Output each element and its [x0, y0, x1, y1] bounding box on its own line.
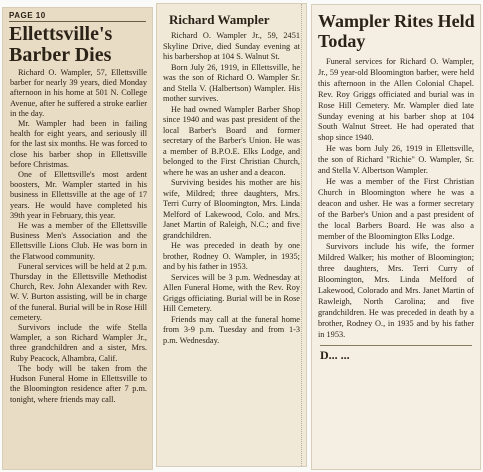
obituary-clipping-2 — [156, 3, 307, 467]
torn-edge — [301, 4, 306, 466]
obituary-clipping-1 — [2, 7, 153, 470]
paragraph: Friends may call at the funeral home from 3-9 p.m. Tuesday and from 1-3 p.m. Wednesday. — [163, 314, 300, 345]
paragraph: Survivors include his wife, the former Mildred Walker; his mother of Bloomington; three daughters, Mrs. Terri Curry of Bloomington, Mrs. Linda Melford of Lakewood, Colorado and Mrs. Janet Martin of Rawleigh, North Carolina; and five grandchildren. He was preceded in death by a brother, Rodney O., in 1935 and by his father in 1953. — [318, 242, 474, 339]
paragraph: Born July 26, 1919, in Ellettsville, he was the son of Richard O. Wampler Sr. and Stella V. (Halbertson) Wampler. His mother survives. — [163, 62, 300, 103]
paragraph: He had owned Wampler Barber Shop since 1940 and was past president of the local Barber's Board and former secretary of the Barber's Union. He was a member of B.P.O.E. Elks Lodge, and belonged to the First Christian Church, where he was an usher and a deacon. — [163, 104, 300, 177]
paragraph: Richard O. Wampler Jr., 59, 2451 Skyline Drive, died Sunday evening at his barbershop at 104 S. Walnut St. — [163, 31, 300, 61]
article-body — [3, 66, 152, 405]
paragraph: Survivors include the wife Stella Wampler, a son Richard Wampler Jr., three grandchildren and a sister, Mrs. Ruby Peacock, Alhambra, Calif. — [10, 323, 147, 363]
paragraph: He was a member of the Ellettsville Business Men's Association and the Ellettsville Lions Club. He was born in the Flatwood community. — [10, 221, 147, 261]
headline: Wampler Rites Held Today — [318, 11, 475, 51]
paragraph: He was a member of the First Christian Church in Bloomington where he was a deacon and usher. He was a former secretary of the Barber's Union and a past president of the local Barbers Board. He was also a member of the Bloomington Elks Lodge. — [318, 176, 474, 241]
page-label: PAGE 10 — [9, 11, 46, 20]
divider — [9, 21, 146, 22]
paragraph: He was preceded in death by one brother, Rodney O. Wampler, in 1935; and by his father in 1953. — [163, 241, 300, 271]
paragraph: He was born July 26, 1919 in Ellettsville, the son of Richard "Richie" O. Wampler, Sr. and Stella V. Albertson Wampler. — [318, 144, 474, 176]
paragraph: Surviving besides his mother are his wife, Mildred; three daughters, Mrs. Terri Curry of Bloomington, Mrs. Linda Melford of Lakewood, Colo. and Mrs. Janet Martin of Raleigh, N.C.; and five grandchildren. — [163, 178, 300, 240]
paragraph: Funeral services for Richard O. Wampler, Jr., 59 year-old Bloomington barber, were held this afternoon in the Allen Colonial Chapel. Rev. Roy Griggs officiated and burial was in Rose Hill Cemetery. Mr. Wampler died late Sunday evening at his barber shop at 104 South Walnut Street. He had operated that shop since 1940. — [318, 57, 474, 143]
article-body — [312, 57, 480, 341]
paragraph: Richard O. Wampler, 57, Ellettsville barber for nearly 39 years, died Monday afternoon in his home at 501 N. College Avenue, after he suffered a stroke earlier in the day. — [10, 68, 147, 118]
headline: Richard Wampler — [169, 12, 270, 27]
paragraph: One of Ellettsville's most ardent boosters, Mr. Wampler started in his business in Ellettsville at the age of 17 years. He would have completed his 39th year in February, this year. — [10, 170, 147, 220]
obituary-clipping-3 — [311, 4, 481, 470]
headline: Ellettsville's Barber Dies — [9, 23, 113, 66]
article-body — [157, 31, 306, 346]
paragraph: Services will be 3 p.m. Wednesday at Allen Funeral Home, with the Rev. Roy Griggs officiating. Burial will be in Rose Hill Cemetery. — [163, 272, 300, 313]
paragraph: Funeral services will be held at 2 p.m. Thursday in the Ellettsville Methodist Church, Rev. John Alexander with Rev. W. V. Burton assisting, will be in charge of the funeral. Burial will be in Rose Hill cemetery. — [10, 261, 147, 322]
cut-off-headline: D... ... — [320, 347, 350, 362]
paragraph: The body will be taken from the Hudson Funeral Home in Ellettsville to the Bloomington residence after 7 p.m. tonight, where friends may call. — [10, 363, 147, 404]
divider — [320, 345, 472, 346]
paragraph: Mr. Wampler had been in failing health for eight years, and seriously ill for the last six months. He was forced to close his barber shop in Ellettsville before Christmas. — [10, 119, 147, 169]
